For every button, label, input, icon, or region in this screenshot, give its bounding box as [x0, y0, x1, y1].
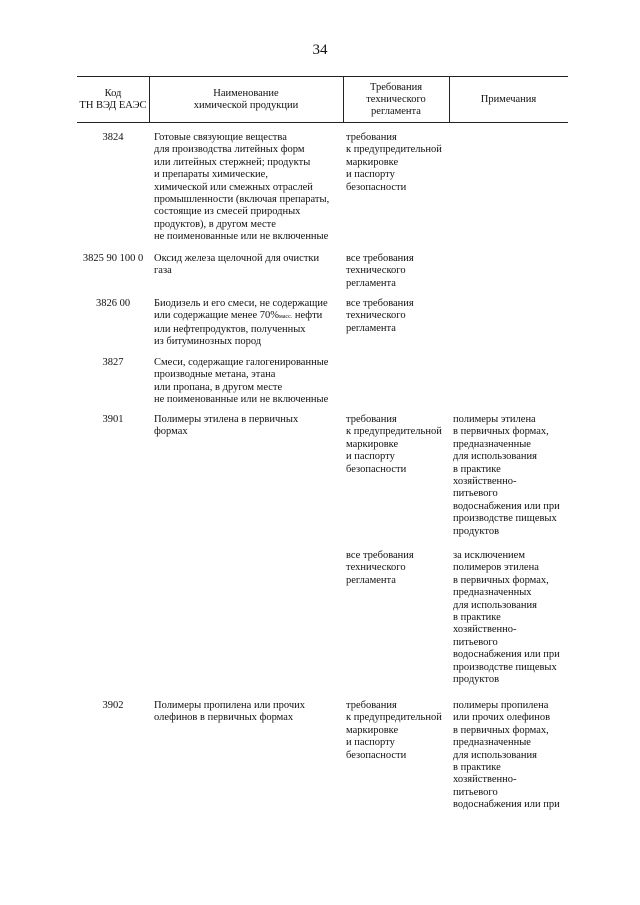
header-name: Наименование химической продукции: [193, 87, 299, 111]
row-notes: за исключением полимеров этилена в первичных формах, предназначенных для использования в практике хозяйственно- питьевого водоснабжения или при производстве пищевых продуктов: [453, 550, 560, 686]
row-notes: полимеры пропилена или прочих олефинов в первичных формах, предназначенные для использования в практике хозяйственно- питьевого водоснабжения или при: [453, 700, 560, 811]
row-code: 3827: [102, 357, 124, 368]
row-name: Смеси, содержащие галогенированные производные метана, этана или пропана, в другом месте не поименованные или не включенные: [154, 357, 329, 406]
regulation-table: [77, 76, 568, 811]
row-requirements: требования к предупредительной маркировке и паспорту безопасности: [346, 700, 442, 761]
row-code: 3826 00: [95, 298, 131, 309]
row-name: Полимеры этилена в первичных формах: [154, 414, 299, 438]
name-line: Биодизель и его смеси, не содержащие: [154, 298, 328, 309]
row-code: 3825 90 100 0: [82, 253, 144, 264]
page-number: 34: [312, 42, 328, 58]
row-code: 3901: [102, 414, 124, 425]
table-header: [77, 76, 568, 123]
name-text: или содержащие менее 70%: [154, 310, 279, 322]
row-requirements: все требования технического регламента: [346, 298, 414, 334]
row-requirements: требования к предупредительной маркировке и паспорту безопасности: [346, 414, 442, 475]
row-requirements: требования к предупредительной маркировке и паспорту безопасности: [346, 132, 442, 193]
row-requirements: все требования технического регламента: [346, 550, 414, 586]
row-name: Оксид железа щелочной для очистки газа: [154, 253, 320, 277]
row-requirements: все требования технического регламента: [346, 253, 414, 289]
header-notes: Примечания: [480, 93, 537, 105]
row-code: 3902: [102, 700, 124, 711]
name-line: [154, 310, 344, 323]
mass-subscript: масс.: [279, 314, 293, 321]
name-line: или нефтепродуктов, полученных из битуминозных пород: [154, 323, 306, 348]
row-name: Полимеры пропилена или прочих олефинов в первичных формах: [154, 700, 306, 724]
row-name: [154, 298, 344, 349]
name-text: нефти: [292, 310, 323, 322]
header-code: Код ТН ВЭД ЕАЭС: [79, 87, 147, 111]
row-notes: полимеры этилена в первичных формах, предназначенные для использования в практике хозяйственно- питьевого водоснабжения или при производстве пищевых продуктов: [453, 414, 560, 537]
header-requirements: Требования технического регламента: [366, 81, 426, 117]
row-code: 3824: [102, 132, 124, 143]
row-name: Готовые связующие вещества для производства литейных форм или литейных стержней; продукты и препараты химические, химической или смежных отраслей промышленности (включая препараты, состоящие из смесей природных продуктов), в другом месте не поименованные или не включенные: [154, 132, 330, 243]
